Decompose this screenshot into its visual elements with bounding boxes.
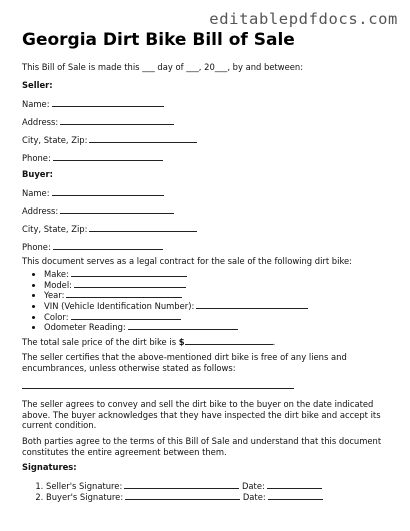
list-item-make[interactable]: [44, 268, 308, 279]
seller-city-label: City, State, Zip:: [22, 135, 88, 145]
agreement-paragraph: The seller agrees to convey and sell the dirt bike to the buyer on the date indicated above. The buyer acknowledges that they have inspected the dirt bike and accept its current condition.: [22, 399, 381, 430]
year-blank[interactable]: [66, 289, 182, 298]
contract-text: This document serves as a legal contract for the sale of the following dirt bike:: [22, 256, 352, 266]
buyer-city-blank[interactable]: [89, 223, 197, 232]
price-symbol: $: [178, 337, 185, 347]
color-blank[interactable]: [71, 311, 181, 320]
buyer-name-label: Name:: [22, 188, 50, 198]
seller-signature-label: Seller's Signature:: [46, 481, 123, 491]
seller-name-label: Name:: [22, 99, 50, 109]
liens-field[interactable]: [22, 380, 294, 392]
seller-signature-blank[interactable]: [124, 480, 239, 489]
seller-address-field[interactable]: [22, 116, 174, 128]
color-label: Color:: [44, 311, 69, 322]
list-item-year[interactable]: [44, 289, 308, 300]
list-item-color[interactable]: [44, 311, 308, 322]
seller-city-field[interactable]: [22, 134, 197, 146]
odometer-blank[interactable]: [128, 321, 238, 330]
buyer-address-field[interactable]: [22, 205, 174, 217]
seller-date-label: Date:: [241, 481, 265, 491]
buyer-date-label: Date:: [242, 492, 266, 502]
vin-label: VIN (Vehicle Identification Number):: [44, 301, 195, 312]
intro-text: This Bill of Sale is made this ___ day of ___, 20___, by and between:: [22, 62, 304, 72]
seller-signature-row[interactable]: [46, 480, 323, 491]
seller-phone-blank[interactable]: [53, 152, 163, 161]
year-label: Year:: [44, 290, 65, 301]
signatures-heading: Signatures:: [22, 462, 77, 472]
list-item-vin[interactable]: [44, 300, 308, 311]
buyer-phone-blank[interactable]: [53, 241, 163, 250]
make-label: Make:: [44, 269, 69, 279]
seller-address-label: Address:: [22, 117, 59, 127]
buyer-name-blank[interactable]: [52, 187, 164, 196]
certify-paragraph: The seller certifies that the above-mentioned dirt bike is free of any liens and encumbrances, unless otherwise stated as follows:: [22, 352, 347, 373]
seller-city-blank[interactable]: [89, 134, 197, 143]
seller-phone-label: Phone:: [22, 153, 51, 163]
vin-blank[interactable]: [196, 300, 308, 309]
seller-name-blank[interactable]: [52, 98, 164, 107]
seller-name-field[interactable]: [22, 98, 164, 110]
list-item-odometer[interactable]: [44, 321, 308, 332]
buyer-phone-field[interactable]: [22, 241, 163, 253]
model-label: Model:: [44, 279, 72, 290]
buyer-address-label: Address:: [22, 206, 59, 216]
signatures-list: [34, 480, 323, 502]
buyer-name-field[interactable]: [22, 187, 164, 199]
site-watermark: editablepdfdocs.com: [209, 10, 398, 28]
buyer-signature-row[interactable]: [46, 491, 323, 502]
seller-date-blank[interactable]: [267, 480, 322, 489]
make-blank[interactable]: [71, 268, 187, 277]
price-end: .: [272, 337, 276, 347]
price-blank[interactable]: [185, 336, 273, 345]
buyer-date-blank[interactable]: [268, 491, 323, 500]
price-text: The total sale price of the dirt bike is: [22, 337, 177, 347]
dirt-bike-details-list: [32, 268, 308, 332]
seller-phone-field[interactable]: [22, 152, 163, 164]
buyer-heading: Buyer:: [22, 169, 53, 179]
liens-blank[interactable]: [22, 380, 294, 389]
seller-address-blank[interactable]: [60, 116, 174, 125]
list-item-model[interactable]: [44, 279, 308, 290]
seller-heading: Seller:: [22, 80, 53, 90]
buyer-city-field[interactable]: [22, 223, 197, 235]
model-blank[interactable]: [74, 279, 186, 288]
buyer-address-blank[interactable]: [60, 205, 174, 214]
buyer-signature-blank[interactable]: [125, 491, 240, 500]
price-field[interactable]: [22, 336, 275, 348]
buyer-city-label: City, State, Zip:: [22, 224, 88, 234]
document-title: Georgia Dirt Bike Bill of Sale: [22, 30, 295, 50]
terms-paragraph: Both parties agree to the terms of this Bill of Sale and understand that this document constitutes the entire agreement between them.: [22, 436, 382, 457]
odometer-label: Odometer Reading:: [44, 322, 126, 333]
buyer-phone-label: Phone:: [22, 242, 51, 252]
buyer-signature-label: Buyer's Signature:: [46, 492, 124, 502]
